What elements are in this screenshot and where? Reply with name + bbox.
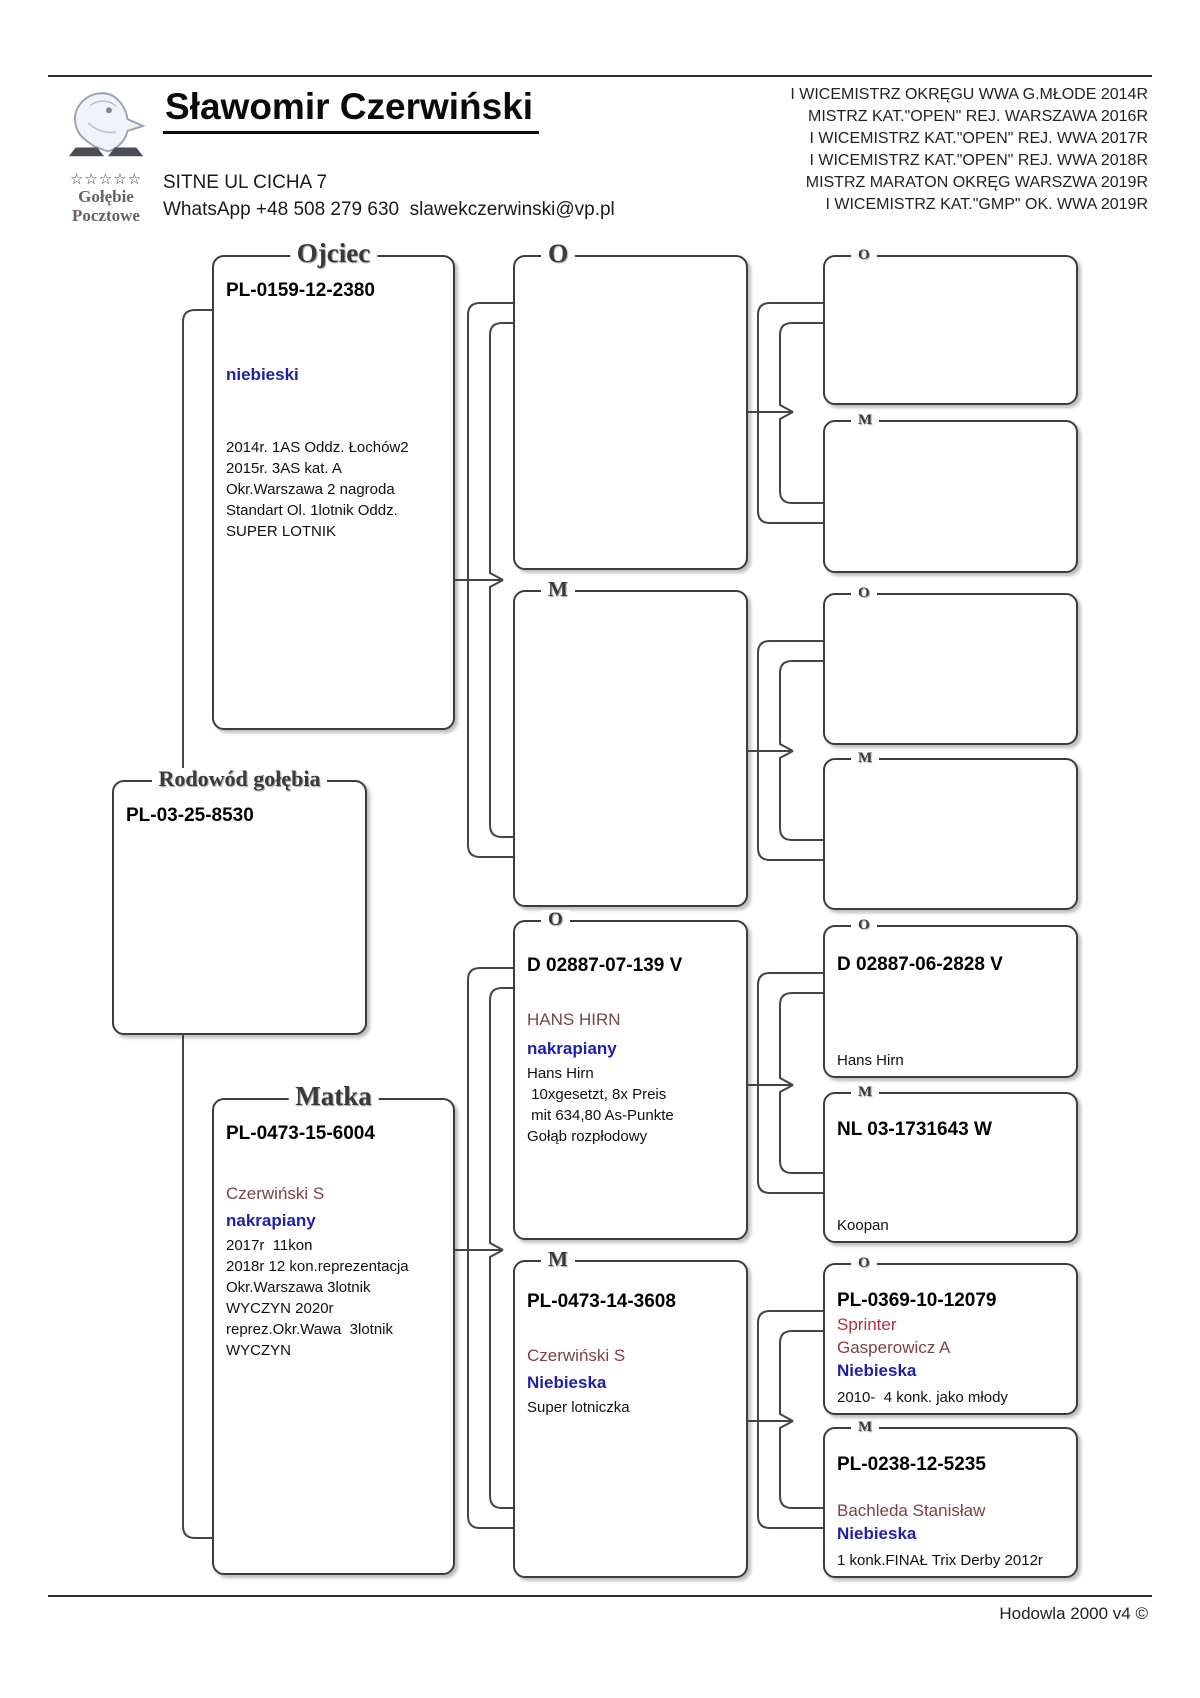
pigeon-logo-icon <box>56 80 156 168</box>
parent-sex-label: O <box>851 248 877 263</box>
software-credit: Hodowla 2000 v4 © <box>999 1604 1148 1623</box>
pedigree-box-g7 <box>823 1255 1078 1415</box>
ring-number: PL-03-25-8530 <box>126 805 254 826</box>
achievement-line: I WICEMISTRZ KAT."OPEN" REJ. WWA 2017R <box>809 130 1148 147</box>
logo-caption-1: Gołębie <box>78 187 134 206</box>
box-content <box>825 1429 1076 1576</box>
box-content <box>825 257 1076 403</box>
pedigree-box-mgf <box>513 909 748 1240</box>
parent-sex-label: O <box>851 586 877 601</box>
ring-number: PL-0159-12-2380 <box>226 280 375 301</box>
breeder-name: Czerwiński S <box>527 1346 626 1365</box>
note-line: Hans Hirn <box>837 1052 904 1069</box>
club-logo <box>52 80 160 225</box>
feather-color: Niebieska <box>837 1524 917 1543</box>
note-line: 2018r 12 kon.reprezentacja <box>226 1258 409 1275</box>
feather-color: nakrapiany <box>226 1211 316 1230</box>
parent-sex-label: M <box>851 751 879 766</box>
box-content <box>515 1262 746 1576</box>
note-line: Hans Hirn <box>527 1065 594 1082</box>
pedigree-box-g6 <box>823 1084 1078 1243</box>
parent-sex-label: O <box>851 918 877 933</box>
ring-number: D 02887-06-2828 V <box>837 954 1003 975</box>
note-line: Standart Ol. 1lotnik Oddz. <box>226 502 398 519</box>
box-content <box>515 257 746 568</box>
box-content <box>825 595 1076 743</box>
pedigree-box-pgm <box>513 577 748 907</box>
box-content <box>825 422 1076 571</box>
pedigree-box-g2 <box>823 412 1078 573</box>
ring-number: PL-0473-15-6004 <box>226 1123 375 1144</box>
box-content <box>825 927 1076 1076</box>
breeder-name: Gasperowicz A <box>837 1338 951 1357</box>
box-content <box>825 1265 1076 1413</box>
feather-color: Niebieska <box>527 1373 607 1392</box>
note-line: Okr.Warszawa 2 nagroda <box>226 481 395 498</box>
note-line: 1 konk.FINAŁ Trix Derby 2012r <box>837 1552 1043 1569</box>
box-content <box>214 1100 453 1573</box>
note-line: Super lotniczka <box>527 1399 630 1416</box>
breeder-contact: WhatsApp +48 508 279 630 slawekczerwinski@vp.pl <box>163 199 615 220</box>
box-title: Ojciec <box>290 240 377 267</box>
parent-sex-label: M <box>541 579 575 600</box>
box-content <box>825 760 1076 908</box>
feather-color: niebieski <box>226 365 299 384</box>
achievement-line: I WICEMISTRZ OKRĘGU WWA G.MŁODE 2014R <box>790 86 1148 103</box>
header-rule <box>48 75 1152 77</box>
box-content <box>114 782 365 1033</box>
parent-sex-label: M <box>851 413 879 428</box>
breeder-name: Bachleda Stanisław <box>837 1501 986 1520</box>
achievement-line: MISTRZ MARATON OKRĘG WARSZWA 2019R <box>805 174 1148 191</box>
breeder-name: HANS HIRN <box>527 1010 621 1029</box>
parent-sex-label: O <box>541 241 575 267</box>
note-line: Gołąb rozpłodowy <box>527 1128 648 1145</box>
note-line: Koopan <box>837 1217 889 1234</box>
parent-sex-label: M <box>541 1249 575 1270</box>
pedigree-box-g4 <box>823 750 1078 910</box>
box-content <box>515 592 746 905</box>
note-line: WYCZYN 2020r <box>226 1300 334 1317</box>
feather-color: Niebieska <box>837 1361 917 1380</box>
note-line: SUPER LOTNIK <box>226 523 337 540</box>
note-line: 2015r. 3AS kat. A <box>226 460 342 477</box>
pedigree-box-subject <box>112 766 367 1035</box>
box-content <box>515 922 746 1238</box>
parent-sex-label: O <box>541 910 570 929</box>
achievement-line: MISTRZ KAT."OPEN" REJ. WARSZAWA 2016R <box>807 108 1148 125</box>
note-line: mit 634,80 As-Punkte <box>527 1107 674 1124</box>
breeder-name: Sławomir Czerwiński <box>163 86 539 134</box>
box-title: Matka <box>288 1083 379 1110</box>
note-line: 2014r. 1AS Oddz. Łochów2 <box>226 439 409 456</box>
breeder-name: Sprinter <box>837 1315 897 1334</box>
pedigree-box-g1 <box>823 247 1078 405</box>
pedigree-box-g5 <box>823 917 1078 1078</box>
ring-number: PL-0473-14-3608 <box>527 1291 676 1312</box>
feather-color: nakrapiany <box>527 1039 617 1058</box>
ring-number: NL 03-1731643 W <box>837 1119 992 1140</box>
achievement-line: I WICEMISTRZ KAT."GMP" OK. WWA 2019R <box>825 196 1148 213</box>
breeder-name: Czerwiński S <box>226 1184 325 1203</box>
note-line: WYCZYN <box>226 1342 291 1359</box>
pedigree-box-father <box>212 238 455 730</box>
pedigree-box-mother <box>212 1081 455 1575</box>
logo-caption-2: Pocztowe <box>72 206 140 225</box>
parent-sex-label: M <box>851 1420 879 1435</box>
pedigree-box-pgf <box>513 239 748 570</box>
pedigree-box-g8 <box>823 1419 1078 1578</box>
box-title: Rodowód gołębia <box>152 768 328 790</box>
parent-sex-label: M <box>851 1085 879 1100</box>
parent-sex-label: O <box>851 1256 877 1271</box>
logo-stars: ☆☆☆☆☆ <box>69 171 143 188</box>
pedigree-box-mgm <box>513 1247 748 1578</box>
ring-number: PL-0238-12-5235 <box>837 1454 986 1475</box>
ring-number: PL-0369-10-12079 <box>837 1290 997 1311</box>
pedigree-box-g3 <box>823 585 1078 745</box>
footer-rule <box>48 1595 1152 1597</box>
box-content <box>214 257 453 728</box>
note-line: 2010- 4 konk. jako młody <box>837 1389 1008 1406</box>
achievements-list <box>790 84 1148 216</box>
note-line: 10xgesetzt, 8x Preis <box>527 1086 667 1103</box>
box-content <box>825 1094 1076 1241</box>
note-line: reprez.Okr.Wawa 3lotnik <box>226 1321 393 1338</box>
achievement-line: I WICEMISTRZ KAT."OPEN" REJ. WWA 2018R <box>809 152 1148 169</box>
breeder-address: SITNE UL CICHA 7 <box>163 172 328 193</box>
note-line: 2017r 11kon <box>226 1237 313 1254</box>
ring-number: D 02887-07-139 V <box>527 955 683 976</box>
note-line: Okr.Warszawa 3lotnik <box>226 1279 371 1296</box>
